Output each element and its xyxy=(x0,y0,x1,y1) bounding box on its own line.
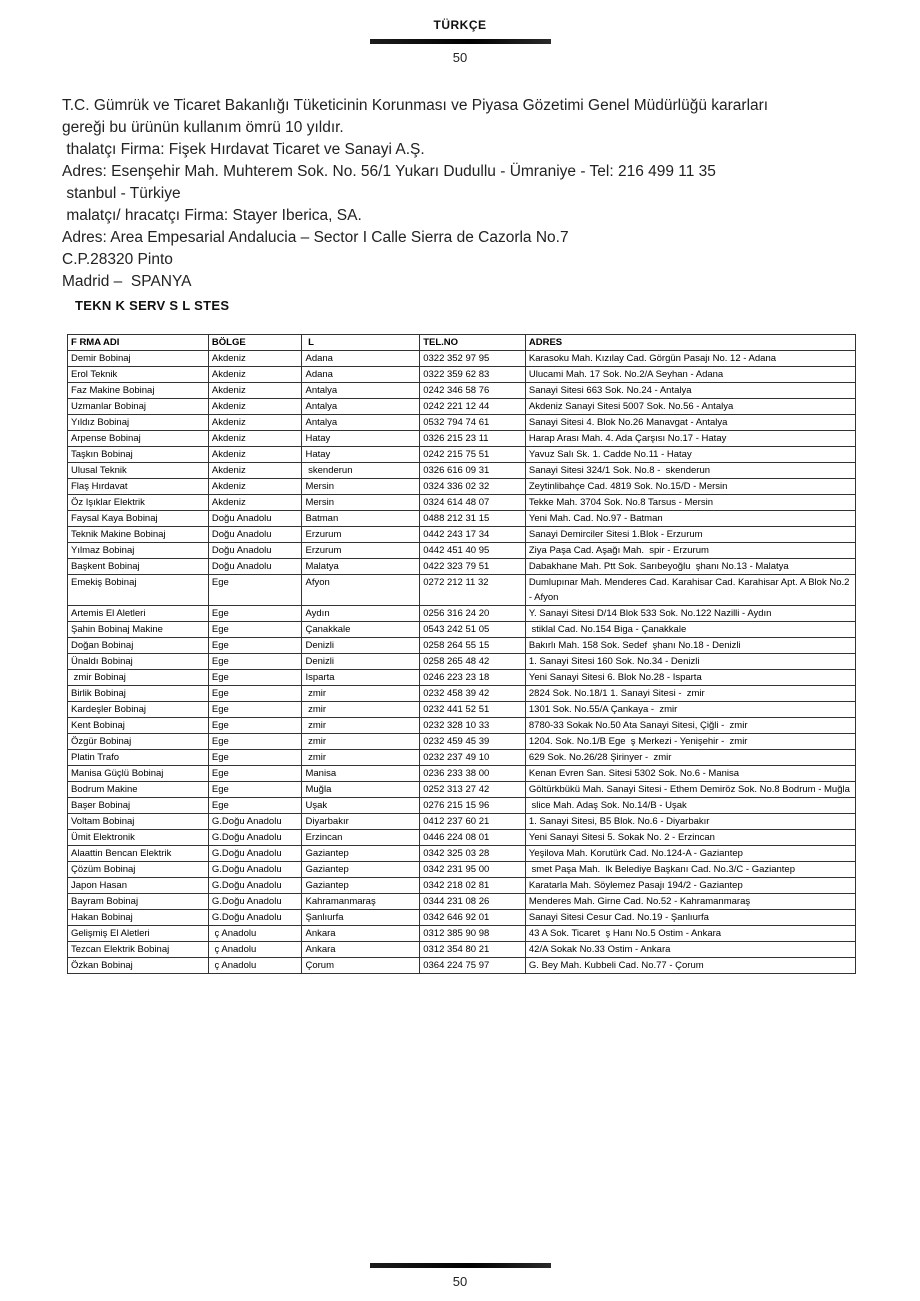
cell-tel: 0326 616 09 31 xyxy=(420,463,526,479)
table-row xyxy=(68,399,856,415)
cell-bolge: G.Doğu Anadolu xyxy=(208,894,302,910)
cell-il: Şanlıurfa xyxy=(302,910,420,926)
cell-bolge: Doğu Anadolu xyxy=(208,527,302,543)
cell-tel: 0322 359 62 83 xyxy=(420,367,526,383)
cell-bolge: Ege xyxy=(208,686,302,702)
column-header: F RMA ADI xyxy=(68,335,209,351)
table-row xyxy=(68,463,856,479)
table-row xyxy=(68,830,856,846)
cell-il: Batman xyxy=(302,511,420,527)
intro-line: Adres: Area Empesarial Andalucia – Sector I Calle Sierra de Cazorla No.7 xyxy=(62,229,569,246)
cell-bolge: Doğu Anadolu xyxy=(208,511,302,527)
intro-line: T.C. Gümrük ve Ticaret Bakanlığı Tüketicinin Korunması ve Piyasa Gözetimi Genel Müdürlüğü kararları xyxy=(62,97,769,114)
cell-firma: Ümit Elektronik xyxy=(68,830,209,846)
cell-il: Denizli xyxy=(302,638,420,654)
cell-adres: Tekke Mah. 3704 Sok. No.8 Tarsus - Mersin xyxy=(525,495,855,511)
intro-text xyxy=(62,95,768,293)
page-header xyxy=(0,18,920,65)
cell-bolge: ç Anadolu xyxy=(208,926,302,942)
cell-il: Ankara xyxy=(302,942,420,958)
cell-adres: 2824 Sok. No.18/1 1. Sanayi Sitesi - zmir xyxy=(525,686,855,702)
table-row xyxy=(68,447,856,463)
table-row xyxy=(68,351,856,367)
cell-adres: Dabakhane Mah. Ptt Sok. Sarıbeyoğlu şhanı No.13 - Malatya xyxy=(525,559,855,575)
cell-firma: Faz Makine Bobinaj xyxy=(68,383,209,399)
cell-firma: Tezcan Elektrik Bobinaj xyxy=(68,942,209,958)
table-row xyxy=(68,798,856,814)
cell-tel: 0532 794 74 61 xyxy=(420,415,526,431)
cell-adres: 42/A Sokak No.33 Ostim - Ankara xyxy=(525,942,855,958)
cell-tel: 0246 223 23 18 xyxy=(420,670,526,686)
cell-bolge: Ege xyxy=(208,670,302,686)
cell-adres: Sanayi Sitesi 4. Blok No.26 Manavgat - Antalya xyxy=(525,415,855,431)
cell-firma: Öz Işıklar Elektrik xyxy=(68,495,209,511)
table-row xyxy=(68,862,856,878)
cell-il: zmir xyxy=(302,750,420,766)
cell-il: Isparta xyxy=(302,670,420,686)
cell-firma: Erol Teknik xyxy=(68,367,209,383)
cell-adres: 43 A Sok. Ticaret ş Hanı No.5 Ostim - Ankara xyxy=(525,926,855,942)
cell-adres: 8780-33 Sokak No.50 Ata Sanayi Sitesi, Çiğli - zmir xyxy=(525,718,855,734)
cell-il: Gaziantep xyxy=(302,846,420,862)
cell-firma: Yıldız Bobinaj xyxy=(68,415,209,431)
cell-il: Çanakkale xyxy=(302,622,420,638)
cell-firma: Doğan Bobinaj xyxy=(68,638,209,654)
cell-bolge: Ege xyxy=(208,782,302,798)
cell-bolge: Doğu Anadolu xyxy=(208,559,302,575)
cell-tel: 0242 221 12 44 xyxy=(420,399,526,415)
table-row xyxy=(68,686,856,702)
cell-adres: Ulucami Mah. 17 Sok. No.2/A Seyhan - Adana xyxy=(525,367,855,383)
table-row xyxy=(68,575,856,606)
cell-il: Kahramanmaraş xyxy=(302,894,420,910)
table-row xyxy=(68,894,856,910)
cell-bolge: Akdeniz xyxy=(208,431,302,447)
cell-bolge: Ege xyxy=(208,734,302,750)
cell-tel: 0342 231 95 00 xyxy=(420,862,526,878)
cell-tel: 0232 328 10 33 xyxy=(420,718,526,734)
cell-adres: Sanayi Sitesi 663 Sok. No.24 - Antalya xyxy=(525,383,855,399)
cell-bolge: Ege xyxy=(208,638,302,654)
cell-firma: Ünaldı Bobinaj xyxy=(68,654,209,670)
cell-firma: Voltam Bobinaj xyxy=(68,814,209,830)
cell-adres: stiklal Cad. No.154 Biga - Çanakkale xyxy=(525,622,855,638)
cell-adres: Karasoku Mah. Kızılay Cad. Görgün Pasajı No. 12 - Adana xyxy=(525,351,855,367)
table-row xyxy=(68,782,856,798)
cell-il: Muğla xyxy=(302,782,420,798)
cell-firma: Manisa Güçlü Bobinaj xyxy=(68,766,209,782)
cell-il: Mersin xyxy=(302,495,420,511)
footer-divider xyxy=(370,1263,551,1268)
cell-tel: 0442 451 40 95 xyxy=(420,543,526,559)
cell-il: Manisa xyxy=(302,766,420,782)
table-row xyxy=(68,766,856,782)
intro-line: thalatçı Firma: Fişek Hırdavat Ticaret ve Sanayi A.Ş. xyxy=(62,141,425,158)
cell-il: zmir xyxy=(302,734,420,750)
intro-line: gereği bu ürünün kullanım ömrü 10 yıldır. xyxy=(62,119,344,136)
cell-tel: 0326 215 23 11 xyxy=(420,431,526,447)
table-row xyxy=(68,750,856,766)
table-row xyxy=(68,926,856,942)
cell-bolge: Akdeniz xyxy=(208,495,302,511)
table-row xyxy=(68,383,856,399)
table-row xyxy=(68,559,856,575)
cell-firma: zmir Bobinaj xyxy=(68,670,209,686)
table-row xyxy=(68,479,856,495)
cell-il: Adana xyxy=(302,351,420,367)
cell-bolge: Akdeniz xyxy=(208,399,302,415)
intro-line: C.P.28320 Pinto xyxy=(62,251,173,268)
cell-tel: 0252 313 27 42 xyxy=(420,782,526,798)
page-footer xyxy=(0,1256,920,1289)
cell-il: Hatay xyxy=(302,431,420,447)
cell-tel: 0412 237 60 21 xyxy=(420,814,526,830)
cell-tel: 0232 459 45 39 xyxy=(420,734,526,750)
cell-bolge: Akdeniz xyxy=(208,383,302,399)
cell-bolge: Ege xyxy=(208,766,302,782)
cell-bolge: Akdeniz xyxy=(208,351,302,367)
cell-firma: Teknik Makine Bobinaj xyxy=(68,527,209,543)
intro-line: Madrid – SPANYA xyxy=(62,273,192,290)
cell-bolge: G.Doğu Anadolu xyxy=(208,878,302,894)
cell-adres: Göltürkbükü Mah. Sanayi Sitesi - Ethem Demiröz Sok. No.8 Bodrum - Muğla xyxy=(525,782,855,798)
table-row xyxy=(68,670,856,686)
service-table xyxy=(67,334,856,974)
cell-firma: Birlik Bobinaj xyxy=(68,686,209,702)
header-divider xyxy=(370,39,551,44)
cell-adres: Sanayi Sitesi 324/1 Sok. No.8 - skenderun xyxy=(525,463,855,479)
cell-tel: 0422 323 79 51 xyxy=(420,559,526,575)
cell-adres: Yeni Sanayi Sitesi 6. Blok No.28 - Isparta xyxy=(525,670,855,686)
cell-adres: smet Paşa Mah. lk Belediye Başkanı Cad. No.3/C - Gaziantep xyxy=(525,862,855,878)
table-row xyxy=(68,734,856,750)
cell-il: Denizli xyxy=(302,654,420,670)
cell-adres: Bakırlı Mah. 158 Sok. Sedef şhanı No.18 - Denizli xyxy=(525,638,855,654)
cell-adres: 629 Sok. No.26/28 Şirinyer - zmir xyxy=(525,750,855,766)
cell-firma: Gelişmiş El Aletleri xyxy=(68,926,209,942)
cell-tel: 0342 646 92 01 xyxy=(420,910,526,926)
cell-il: Antalya xyxy=(302,415,420,431)
table-row xyxy=(68,527,856,543)
table-row xyxy=(68,367,856,383)
cell-il: Gaziantep xyxy=(302,878,420,894)
intro-line: Adres: Esenşehir Mah. Muhterem Sok. No. 56/1 Yukarı Dudullu - Ümraniye - Tel: 216 499 11 35 xyxy=(62,163,716,180)
cell-bolge: Ege xyxy=(208,575,302,606)
cell-adres: Karatarla Mah. Söylemez Pasajı 194/2 - Gaziantep xyxy=(525,878,855,894)
cell-tel: 0258 265 48 42 xyxy=(420,654,526,670)
column-header: ADRES xyxy=(525,335,855,351)
cell-bolge: Ege xyxy=(208,654,302,670)
cell-tel: 0232 441 52 51 xyxy=(420,702,526,718)
cell-firma: Bodrum Makine xyxy=(68,782,209,798)
cell-il: Uşak xyxy=(302,798,420,814)
language-heading: TÜRKÇE xyxy=(433,18,487,32)
cell-adres: 1. Sanayi Sitesi 160 Sok. No.34 - Denizli xyxy=(525,654,855,670)
cell-tel: 0324 336 02 32 xyxy=(420,479,526,495)
cell-tel: 0342 325 03 28 xyxy=(420,846,526,862)
table-row xyxy=(68,431,856,447)
cell-tel: 0312 385 90 98 xyxy=(420,926,526,942)
cell-adres: Menderes Mah. Girne Cad. No.52 - Kahramanmaraş xyxy=(525,894,855,910)
table-row xyxy=(68,654,856,670)
cell-firma: Artemis El Aletleri xyxy=(68,606,209,622)
cell-firma: Alaattin Bencan Elektrik xyxy=(68,846,209,862)
cell-adres: Harap Arası Mah. 4. Ada Çarşısı No.17 - Hatay xyxy=(525,431,855,447)
cell-tel: 0364 224 75 97 xyxy=(420,958,526,974)
cell-il: Erzurum xyxy=(302,543,420,559)
table-row xyxy=(68,702,856,718)
cell-bolge: G.Doğu Anadolu xyxy=(208,814,302,830)
cell-tel: 0442 243 17 34 xyxy=(420,527,526,543)
cell-tel: 0488 212 31 15 xyxy=(420,511,526,527)
table-row xyxy=(68,511,856,527)
cell-bolge: Ege xyxy=(208,702,302,718)
cell-il: zmir xyxy=(302,686,420,702)
table-row xyxy=(68,958,856,974)
cell-tel: 0258 264 55 15 xyxy=(420,638,526,654)
cell-bolge: G.Doğu Anadolu xyxy=(208,830,302,846)
cell-firma: Taşkın Bobinaj xyxy=(68,447,209,463)
cell-firma: Faysal Kaya Bobinaj xyxy=(68,511,209,527)
table-header-row xyxy=(68,335,856,351)
cell-adres: Sanayi Demirciler Sitesi 1.Blok - Erzurum xyxy=(525,527,855,543)
cell-il: Aydın xyxy=(302,606,420,622)
column-header: TEL.NO xyxy=(420,335,526,351)
cell-il: Adana xyxy=(302,367,420,383)
cell-il: Mersin xyxy=(302,479,420,495)
table-row xyxy=(68,910,856,926)
cell-firma: Flaş Hırdavat xyxy=(68,479,209,495)
cell-il: Antalya xyxy=(302,383,420,399)
cell-bolge: G.Doğu Anadolu xyxy=(208,910,302,926)
cell-tel: 0256 316 24 20 xyxy=(420,606,526,622)
cell-firma: Uzmanlar Bobinaj xyxy=(68,399,209,415)
cell-bolge: ç Anadolu xyxy=(208,942,302,958)
cell-bolge: Ege xyxy=(208,750,302,766)
cell-firma: Bayram Bobinaj xyxy=(68,894,209,910)
cell-firma: Özgür Bobinaj xyxy=(68,734,209,750)
cell-il: Ankara xyxy=(302,926,420,942)
cell-firma: Japon Hasan xyxy=(68,878,209,894)
table-row xyxy=(68,814,856,830)
cell-bolge: ç Anadolu xyxy=(208,958,302,974)
cell-adres: Yavuz Salı Sk. 1. Cadde No.11 - Hatay xyxy=(525,447,855,463)
table-row xyxy=(68,495,856,511)
column-header: BÖLGE xyxy=(208,335,302,351)
cell-tel: 0276 215 15 96 xyxy=(420,798,526,814)
cell-firma: Arpense Bobinaj xyxy=(68,431,209,447)
cell-firma: Ulusal Teknik xyxy=(68,463,209,479)
cell-tel: 0232 237 49 10 xyxy=(420,750,526,766)
cell-il: zmir xyxy=(302,702,420,718)
cell-firma: Yılmaz Bobinaj xyxy=(68,543,209,559)
cell-firma: Başer Bobinaj xyxy=(68,798,209,814)
cell-firma: Kardeşler Bobinaj xyxy=(68,702,209,718)
cell-adres: Sanayi Sitesi Cesur Cad. No.19 - Şanlıurfa xyxy=(525,910,855,926)
cell-tel: 0312 354 80 21 xyxy=(420,942,526,958)
cell-firma: Hakan Bobinaj xyxy=(68,910,209,926)
service-list-title: TEKN K SERV S L STES xyxy=(75,298,230,313)
cell-tel: 0322 352 97 95 xyxy=(420,351,526,367)
page-number-top: 50 xyxy=(452,50,468,65)
table-row xyxy=(68,718,856,734)
table-row xyxy=(68,606,856,622)
cell-il: Malatya xyxy=(302,559,420,575)
cell-tel: 0344 231 08 26 xyxy=(420,894,526,910)
cell-tel: 0342 218 02 81 xyxy=(420,878,526,894)
cell-adres: Zeytinlibahçe Cad. 4819 Sok. No.15/D - Mersin xyxy=(525,479,855,495)
cell-bolge: G.Doğu Anadolu xyxy=(208,846,302,862)
cell-bolge: Akdeniz xyxy=(208,367,302,383)
cell-adres: slice Mah. Adaş Sok. No.14/B - Uşak xyxy=(525,798,855,814)
cell-firma: Emekiş Bobinaj xyxy=(68,575,209,606)
cell-tel: 0232 458 39 42 xyxy=(420,686,526,702)
table-row xyxy=(68,878,856,894)
cell-il: Çorum xyxy=(302,958,420,974)
cell-adres: 1204. Sok. No.1/B Ege ş Merkezi - Yenişehir - zmir xyxy=(525,734,855,750)
cell-bolge: Akdeniz xyxy=(208,479,302,495)
cell-il: Hatay xyxy=(302,447,420,463)
cell-il: zmir xyxy=(302,718,420,734)
cell-firma: Çözüm Bobinaj xyxy=(68,862,209,878)
cell-il: Erzurum xyxy=(302,527,420,543)
cell-firma: Şahin Bobinaj Makine xyxy=(68,622,209,638)
cell-bolge: Ege xyxy=(208,606,302,622)
cell-adres: G. Bey Mah. Kubbeli Cad. No.77 - Çorum xyxy=(525,958,855,974)
cell-adres: 1301 Sok. No.55/A Çankaya - zmir xyxy=(525,702,855,718)
cell-adres: Kenan Evren San. Sitesi 5302 Sok. No.6 - Manisa xyxy=(525,766,855,782)
cell-firma: Platin Trafo xyxy=(68,750,209,766)
page-number-bottom: 50 xyxy=(452,1274,468,1289)
cell-bolge: Akdeniz xyxy=(208,463,302,479)
cell-il: Diyarbakır xyxy=(302,814,420,830)
cell-bolge: Ege xyxy=(208,718,302,734)
cell-bolge: Akdeniz xyxy=(208,415,302,431)
cell-adres: Y. Sanayi Sitesi D/14 Blok 533 Sok. No.122 Nazilli - Aydın xyxy=(525,606,855,622)
cell-bolge: G.Doğu Anadolu xyxy=(208,862,302,878)
cell-bolge: Ege xyxy=(208,622,302,638)
cell-adres: 1. Sanayi Sitesi, B5 Blok. No.6 - Diyarbakır xyxy=(525,814,855,830)
table-row xyxy=(68,942,856,958)
table-row xyxy=(68,543,856,559)
cell-il: Antalya xyxy=(302,399,420,415)
table-row xyxy=(68,638,856,654)
cell-il: Erzincan xyxy=(302,830,420,846)
intro-line: stanbul - Türkiye xyxy=(62,185,181,202)
cell-tel: 0324 614 48 07 xyxy=(420,495,526,511)
table-row xyxy=(68,846,856,862)
cell-adres: Akdeniz Sanayi Sitesi 5007 Sok. No.56 - Antalya xyxy=(525,399,855,415)
cell-adres: Ziya Paşa Cad. Aşağı Mah. spir - Erzurum xyxy=(525,543,855,559)
cell-adres: Yeşilova Mah. Korutürk Cad. No.124-A - Gaziantep xyxy=(525,846,855,862)
cell-il: Gaziantep xyxy=(302,862,420,878)
cell-tel: 0272 212 11 32 xyxy=(420,575,526,606)
cell-tel: 0242 346 58 76 xyxy=(420,383,526,399)
cell-firma: Başkent Bobinaj xyxy=(68,559,209,575)
cell-bolge: Ege xyxy=(208,798,302,814)
cell-il: Afyon xyxy=(302,575,420,606)
cell-il: skenderun xyxy=(302,463,420,479)
cell-firma: Özkan Bobinaj xyxy=(68,958,209,974)
cell-firma: Kent Bobinaj xyxy=(68,718,209,734)
table-row xyxy=(68,415,856,431)
cell-tel: 0446 224 08 01 xyxy=(420,830,526,846)
cell-bolge: Akdeniz xyxy=(208,447,302,463)
table-row xyxy=(68,622,856,638)
cell-adres: Yeni Mah. Cad. No.97 - Batman xyxy=(525,511,855,527)
cell-firma: Demir Bobinaj xyxy=(68,351,209,367)
cell-adres: Yeni Sanayi Sitesi 5. Sokak No. 2 - Erzincan xyxy=(525,830,855,846)
cell-tel: 0236 233 38 00 xyxy=(420,766,526,782)
column-header: L xyxy=(302,335,420,351)
cell-tel: 0543 242 51 05 xyxy=(420,622,526,638)
intro-line: malatçı/ hracatçı Firma: Stayer Iberica, SA. xyxy=(62,207,362,224)
cell-tel: 0242 215 75 51 xyxy=(420,447,526,463)
cell-adres: Dumlupınar Mah. Menderes Cad. Karahisar Cad. Karahisar Apt. A Blok No.2 - Afyon xyxy=(525,575,855,606)
cell-bolge: Doğu Anadolu xyxy=(208,543,302,559)
